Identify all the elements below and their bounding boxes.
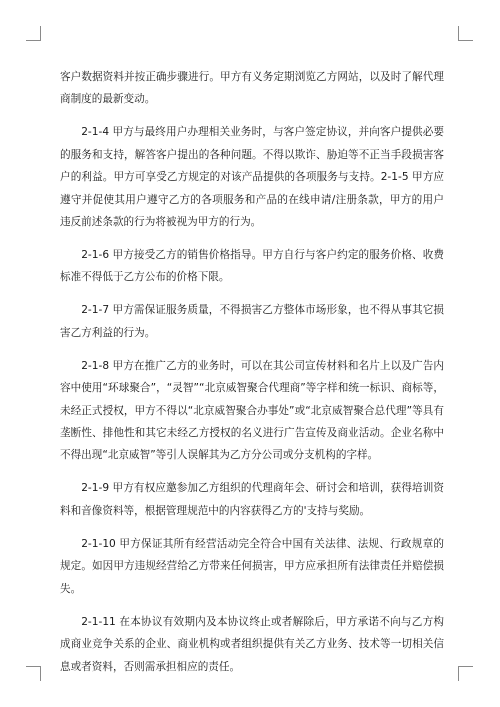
crop-mark-bottom-right bbox=[458, 666, 473, 681]
paragraph-clause-2-1-7: 2-1-7 甲方需保证服务质量，不得损害乙方整体市场形象，也不得从事其它损害乙方利益的行为。 bbox=[60, 304, 444, 339]
paragraph-clause-2-1-4: 2-1-4 甲方与最终用户办理相关业务时，与客户签定协议，并向客户提供必要的服务和支持，解答客户提出的各种问题。不得以欺诈、胁迫等不正当手段损害客户的利益。甲方可享受乙方规定的对该产品提供的各项服务与支持。2-1-5 甲方应遵守并促使其用户遵守乙方的各项服务和产品的在线申请/注册条款，甲方的用户违反前述条款的行为将被视为甲方的行为。 bbox=[60, 126, 444, 229]
crop-mark-bottom-left bbox=[26, 666, 41, 681]
paragraph-clause-2-1-8: 2-1-8 甲方在推广乙方的业务时，可以在其公司宣传材料和名片上以及广告内容中使用“环球聚合”，“灵智”“北京威智聚合代理商”等字样和统一标识、商标等，未经正式授权，甲方不得以“北京威智聚合办事处”或“北京威智聚合总代理”等具有垄断性、排他性和其它未经乙方授权的名义进行广告宣传及商业活动。企业名称中不得出现“北京威智”等引人误解其为乙方分公司或分支机构的字样。 bbox=[60, 359, 444, 462]
paragraph-clause-2-1-11: 2-1-11 在本协议有效期内及本协议终止或者解除后，甲方承诺不向与乙方构成商业竞争关系的企业、商业机构或者组织提供有关乙方业务、技术等一切相关信息或者资料，否则需承担相应的责任。 bbox=[60, 615, 444, 673]
crop-mark-top-left bbox=[26, 26, 41, 41]
document-body bbox=[60, 66, 444, 678]
paragraph-clause-2-1-9: 2-1-9 甲方有权应邀参加乙方组织的代理商年会、研讨会和培训，获得培训资料和音像资料等，根据管理规范中的内容获得乙方的'支持与奖励。 bbox=[60, 482, 444, 517]
paragraph-continuation: 客户数据资料并按正确步骤进行。甲方有义务定期浏览乙方网站，以及时了解代理商制度的最新变动。 bbox=[60, 71, 444, 106]
paragraph-clause-2-1-10: 2-1-10 甲方保证其所有经营活动完全符合中国有关法律、法规、行政规章的规定。如因甲方违规经营给乙方带来任何损害，甲方应承担所有法律责任并赔偿损失。 bbox=[60, 537, 444, 595]
paragraph-clause-2-1-6: 2-1-6 甲方接受乙方的销售价格指导。甲方自行与客户约定的服务价格、收费标准不得低于乙方公布的价格下限。 bbox=[60, 249, 444, 284]
crop-mark-top-right bbox=[458, 26, 473, 41]
